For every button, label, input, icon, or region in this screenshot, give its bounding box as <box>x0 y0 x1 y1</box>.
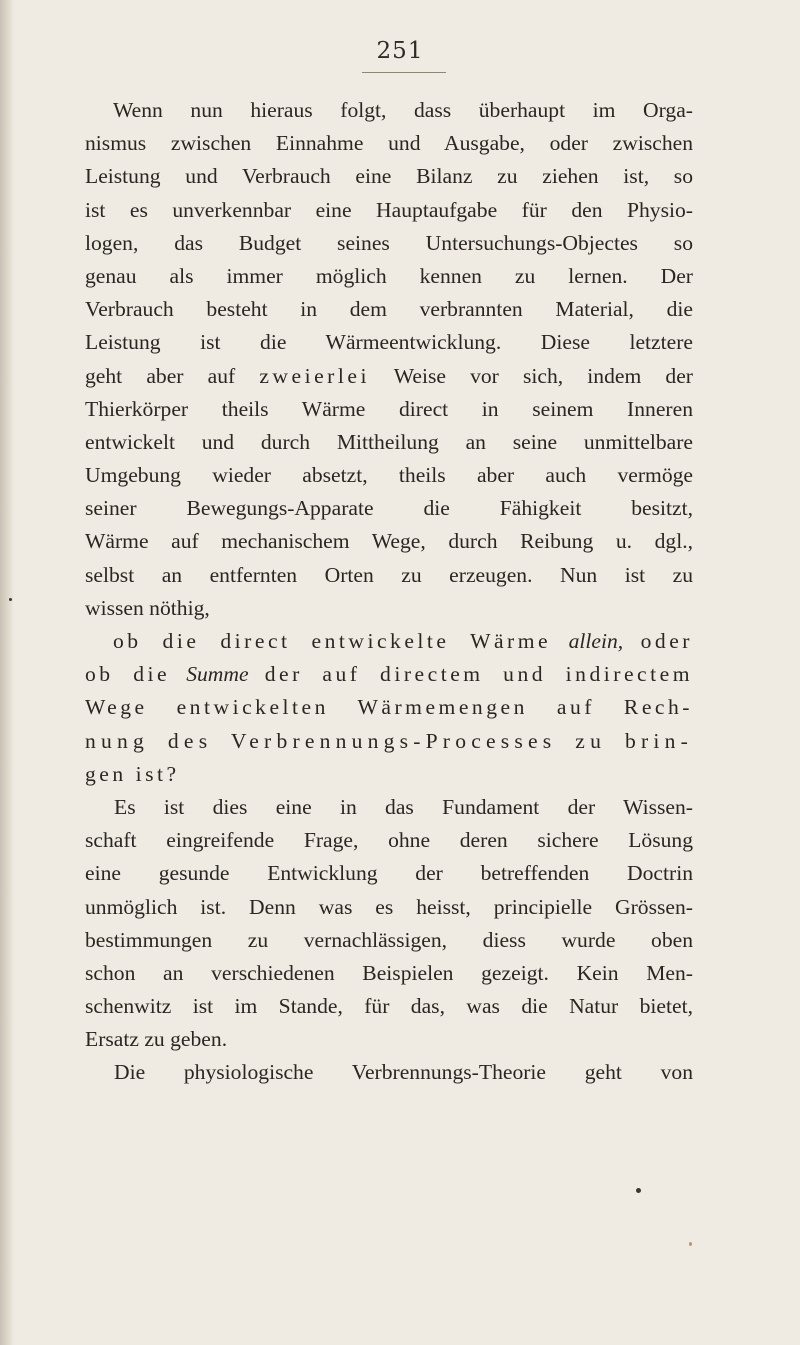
text-line-28: schenwitz ist im Stande, für das, was die Natur bietet, <box>85 994 693 1019</box>
text-line-12: Umgebung wieder absetzt, theils aber auch vermöge <box>85 463 693 488</box>
text-line-15: selbst an entfernten Orten zu erzeugen. Nun ist zu <box>85 562 693 587</box>
text-line-23: schaft eingreifende Frage, ohne deren sichere Lösung <box>85 828 693 853</box>
text-line-7: Verbrauch besteht in dem verbrannten Material, die <box>85 297 693 322</box>
text-line-11: entwickelt und durch Mittheilung an seine unmittelbare <box>85 429 693 454</box>
page-edge-shadow <box>0 0 14 1345</box>
italic-word-allein: allein, <box>568 629 624 653</box>
text-line-30: Die physiologische Verbrennungs-Theorie geht von <box>114 1060 693 1085</box>
ink-speck <box>636 1188 641 1193</box>
text-line-3: Leistung und Verbrauch eine Bilanz zu ziehen ist, so <box>85 164 693 189</box>
ink-speck <box>9 598 12 601</box>
text-line-22: Es ist dies eine in das Fundament der Wissen- <box>114 794 693 819</box>
italic-word-summe: Summe <box>186 662 249 687</box>
text-line-10: Thierkörper theils Wärme direct in seinem Inneren <box>85 396 693 421</box>
text-line-1: Wenn nun hieraus folgt, dass überhaupt im Orga- <box>113 98 693 122</box>
body-text <box>85 94 693 1090</box>
text-line-17: ob die direct entwickelte Wärme allein, oder <box>113 629 693 653</box>
text-line-5: logen, das Budget seines Untersuchungs-Objectes so <box>85 230 693 255</box>
text-line-29: Ersatz zu geben. <box>85 1027 228 1052</box>
ink-speck <box>689 1242 692 1246</box>
text-line-13: seiner Bewegungs-Apparate die Fähigkeit besitzt, <box>85 496 693 521</box>
text-line-18: ob die Summe der auf directem und indirectem <box>85 662 694 687</box>
text-line-4: ist es unverkennbar eine Hauptaufgabe für den Physio- <box>85 197 693 222</box>
text-line-21: gen ist? <box>85 761 180 786</box>
text-line-14: Wärme auf mechanischem Wege, durch Reibung u. dgl., <box>85 529 693 554</box>
text-line-20: nung des Verbrennungs-Processes zu brin- <box>85 728 693 753</box>
text-line-8: Leistung ist die Wärmeentwicklung. Diese letztere <box>85 330 693 355</box>
spaced-word-zweierlei: zweierlei <box>259 363 370 388</box>
text-line-16: wissen nöthig, <box>85 595 210 620</box>
text-line-24: eine gesunde Entwicklung der betreffenden Doctrin <box>85 861 693 886</box>
text-line-6: genau als immer möglich kennen zu lernen. Der <box>85 263 693 288</box>
text-line-9: geht aber auf zweierlei Weise vor sich, indem der <box>85 363 693 388</box>
text-line-19: Wege entwickelten Wärmemengen auf Rech- <box>85 695 693 720</box>
text-line-2: nismus zwischen Einnahme und Ausgabe, oder zwischen <box>85 131 693 156</box>
text-line-27: schon an verschiedenen Beispielen gezeigt. Kein Men- <box>85 960 693 985</box>
text-line-25: unmöglich ist. Denn was es heisst, principielle Grössen- <box>85 894 693 919</box>
page-number-rule <box>362 72 446 73</box>
text-line-26: bestimmungen zu vernachlässigen, diess wurde oben <box>85 927 693 952</box>
page-number: 251 <box>376 38 424 64</box>
